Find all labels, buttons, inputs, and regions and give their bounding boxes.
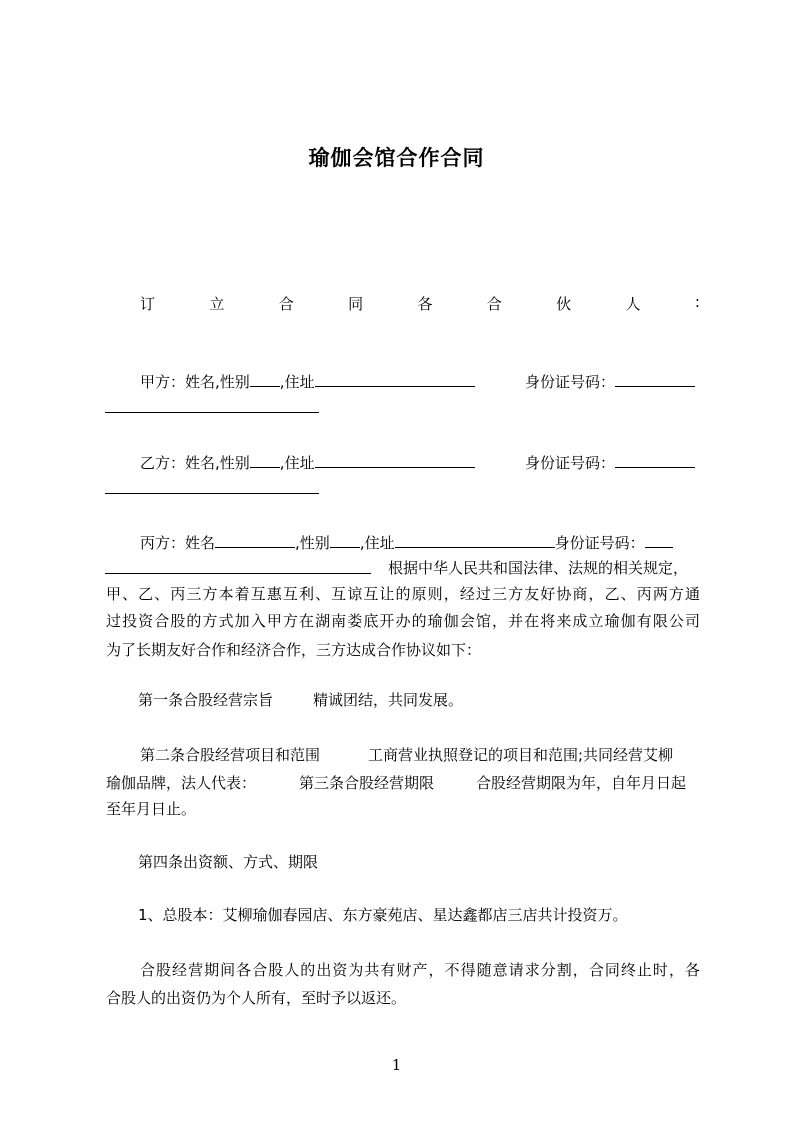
preamble-line: 过投资合股的方式加入甲方在湖南娄底开办的瑜伽会馆，并在将来成立瑜伽有限公司 <box>106 612 700 630</box>
party-c-address-blank <box>395 532 555 548</box>
preamble-line: 为了长期友好合作和经济合作，三方达成合作协议如下： <box>106 641 482 659</box>
party-a-gender-label: 性别 <box>219 373 250 391</box>
shared-property-line: 合股经营期间各合股人的出资为共有财产，不得随意请求分割，合同终止时，各 <box>140 961 700 979</box>
party-b-gender-blank <box>250 452 280 468</box>
article-3-heading: 第三条合股经营期限 <box>299 774 435 792</box>
party-b-id-continuation <box>105 478 319 499</box>
shared-property-line: 合股人的出资仍为个人所有，至时予以返还。 <box>106 989 407 1007</box>
preamble-tail: 根据中华人民共和国法律、法规的相关规定， <box>388 559 689 577</box>
party-c-line: 丙方：姓名 ,性别 ,住址 身份证号码： <box>140 532 673 553</box>
party-a-gender-blank <box>250 371 280 387</box>
parties-heading-char: : <box>694 293 700 311</box>
parties-heading-char: 立 <box>209 295 225 313</box>
article-2-text: 工商营业执照登记的项目和范围;共同经营艾柳 <box>368 746 674 764</box>
party-b-id-blank <box>615 452 695 468</box>
article-4-heading: 第四条出资额、方式、期限 <box>138 853 319 871</box>
party-c-address-label: 住址 <box>364 534 395 552</box>
preamble-line: 甲、乙、丙三方本着互惠互利、互谅互让的原则，经过三方友好协商，乙、丙两方通 <box>106 585 700 603</box>
party-c-gender-label: 性别 <box>299 534 330 552</box>
party-c-id-continuation <box>105 558 371 579</box>
party-a-address-blank <box>315 371 475 387</box>
party-b-name-label: 乙方：姓名, <box>140 454 220 472</box>
party-a-name-label: 甲方：姓名, <box>140 373 220 391</box>
party-a-line: 甲方：姓名,性别 ,住址 <box>140 371 475 392</box>
page-number: 1 <box>391 1056 402 1074</box>
clause-1: 1、总股本：艾柳瑜伽春园店、东方豪苑店、星达鑫都店三店共计投资万。 <box>138 906 628 924</box>
party-a-id-blank-2 <box>105 397 319 413</box>
party-b-address-blank <box>315 452 475 468</box>
article-1-text: 精诚团结，共同发展。 <box>313 691 464 709</box>
article-2-text-cont: 瑜伽品牌，法人代表： <box>106 774 257 792</box>
party-a-address-label: 住址 <box>284 373 315 391</box>
party-a-id-line <box>525 371 695 392</box>
parties-heading-char: 订 <box>140 295 156 313</box>
article-3-text: 合股经营期限为年，自年月日起 <box>476 774 687 792</box>
party-c-id-blank <box>645 532 673 548</box>
parties-heading-char: 人 <box>625 295 641 313</box>
contract-title: 瑜伽会馆合作合同 <box>308 146 485 170</box>
party-b-gender-label: 性别 <box>219 454 250 472</box>
party-a-id-blank <box>615 371 695 387</box>
party-c-id-blank-2 <box>105 558 371 574</box>
party-a-id-label: 身份证号码： <box>525 373 616 391</box>
parties-heading-char: 同 <box>348 295 364 313</box>
party-c-gender-blank <box>330 532 360 548</box>
party-c-name-blank <box>215 532 295 548</box>
parties-heading-char: 合 <box>278 295 294 313</box>
article-1-heading: 第一条合股经营宗旨 <box>138 691 274 709</box>
party-b-id-blank-2 <box>105 478 319 494</box>
party-b-line: 乙方：姓名,性别 ,住址 <box>140 452 475 473</box>
article-2-heading: 第二条合股经营项目和范围 <box>140 746 321 764</box>
parties-heading-char: 各 <box>417 295 433 313</box>
party-b-id-label: 身份证号码： <box>525 454 616 472</box>
party-a-id-continuation <box>105 397 319 418</box>
party-b-id-line <box>525 452 695 473</box>
parties-heading-char: 合 <box>486 295 502 313</box>
article-3-text-cont: 至年月日止。 <box>106 800 197 818</box>
party-c-id-label: 身份证号码： <box>554 534 645 552</box>
parties-heading-char: 伙 <box>556 295 572 313</box>
party-b-address-label: 住址 <box>284 454 315 472</box>
parties-heading <box>140 293 700 314</box>
party-c-name-label: 丙方：姓名 <box>140 534 216 552</box>
